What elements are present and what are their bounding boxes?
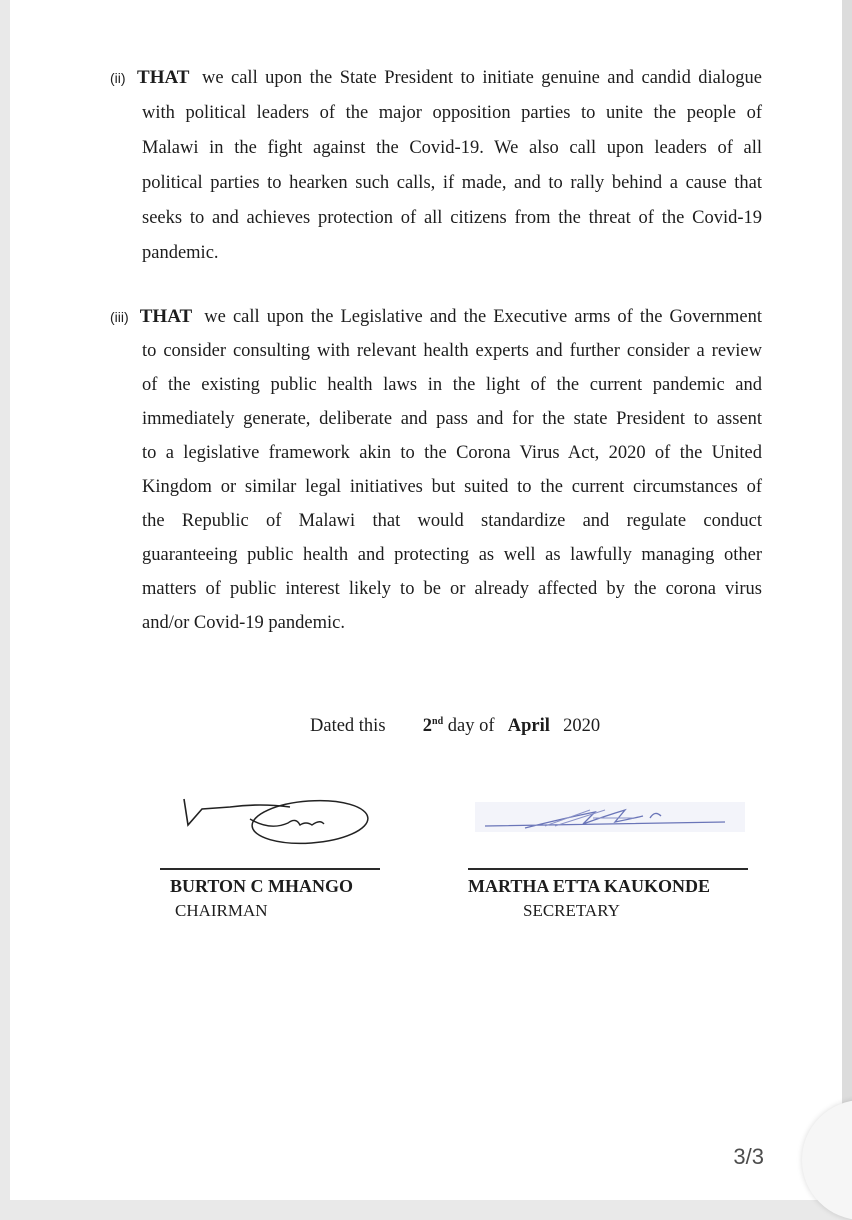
secretary-signature xyxy=(475,788,745,838)
secretary-title: SECRETARY xyxy=(523,901,620,920)
dated-mid: day of xyxy=(447,716,495,737)
clause-line: pandemic. xyxy=(142,243,219,263)
clause-ii xyxy=(110,66,780,266)
clause-iii xyxy=(110,305,780,635)
clause-first-text: we call upon the State President to initiate genuine and candid dialogue xyxy=(201,68,762,88)
clause-line: immediately generate, deliberate and pass and for the state President to assent xyxy=(142,409,762,429)
dated-day: 2 xyxy=(422,716,433,737)
clause-numeral: (iii) xyxy=(110,309,129,325)
dated-prefix: Dated this xyxy=(310,716,386,737)
signature-line-chairman xyxy=(160,868,380,870)
dated-line xyxy=(310,716,600,737)
clause-numeral: (ii) xyxy=(110,70,126,86)
clause-line: to consider consulting with relevant health experts and further consider a review xyxy=(142,341,762,361)
page-indicator: 3/3 xyxy=(733,1144,764,1169)
clause-line: the Republic of Malawi that would standardize and regulate conduct xyxy=(142,511,762,531)
chairman-title: CHAIRMAN xyxy=(175,901,268,920)
clause-line: to a legislative framework akin to the Corona Virus Act, 2020 of the United xyxy=(142,443,762,463)
clause-first-line xyxy=(110,305,762,329)
chairman-signature xyxy=(170,785,380,855)
page-edge xyxy=(842,0,852,1200)
dated-year: 2020 xyxy=(563,716,601,737)
document-page xyxy=(10,0,842,1200)
clause-line: Kingdom or similar legal initiatives but suited to the current circumstances of xyxy=(142,477,762,497)
clause-line: and/or Covid-19 pandemic. xyxy=(142,613,345,633)
clause-line: seeks to and achieves protection of all citizens from the threat of the Covid-19 xyxy=(142,208,762,228)
signature-line-secretary xyxy=(468,868,748,870)
clause-line: matters of public interest likely to be or already affected by the corona virus xyxy=(142,579,762,599)
clause-keyword: THAT xyxy=(139,306,193,327)
chairman-name: BURTON C MHANGO xyxy=(170,876,354,896)
clause-line: Malawi in the fight against the Covid-19. We also call upon leaders of all xyxy=(142,138,762,158)
clause-line: of the existing public health laws in the light of the current pandemic and xyxy=(142,375,762,395)
clause-line: with political leaders of the major opposition parties to unite the people of xyxy=(142,103,762,123)
clause-line: political parties to hearken such calls, if made, and to rally behind a cause that xyxy=(142,173,762,193)
clause-first-line xyxy=(110,66,762,90)
clause-line: guaranteeing public health and protecting as well as lawfully managing other xyxy=(142,545,762,565)
dated-month: April xyxy=(507,716,550,737)
dated-day-suffix: nd xyxy=(432,716,444,727)
clause-first-text: we call upon the Legislative and the Executive arms of the Government xyxy=(204,307,763,327)
secretary-name: MARTHA ETTA KAUKONDE xyxy=(468,876,711,896)
clause-keyword: THAT xyxy=(137,67,190,88)
